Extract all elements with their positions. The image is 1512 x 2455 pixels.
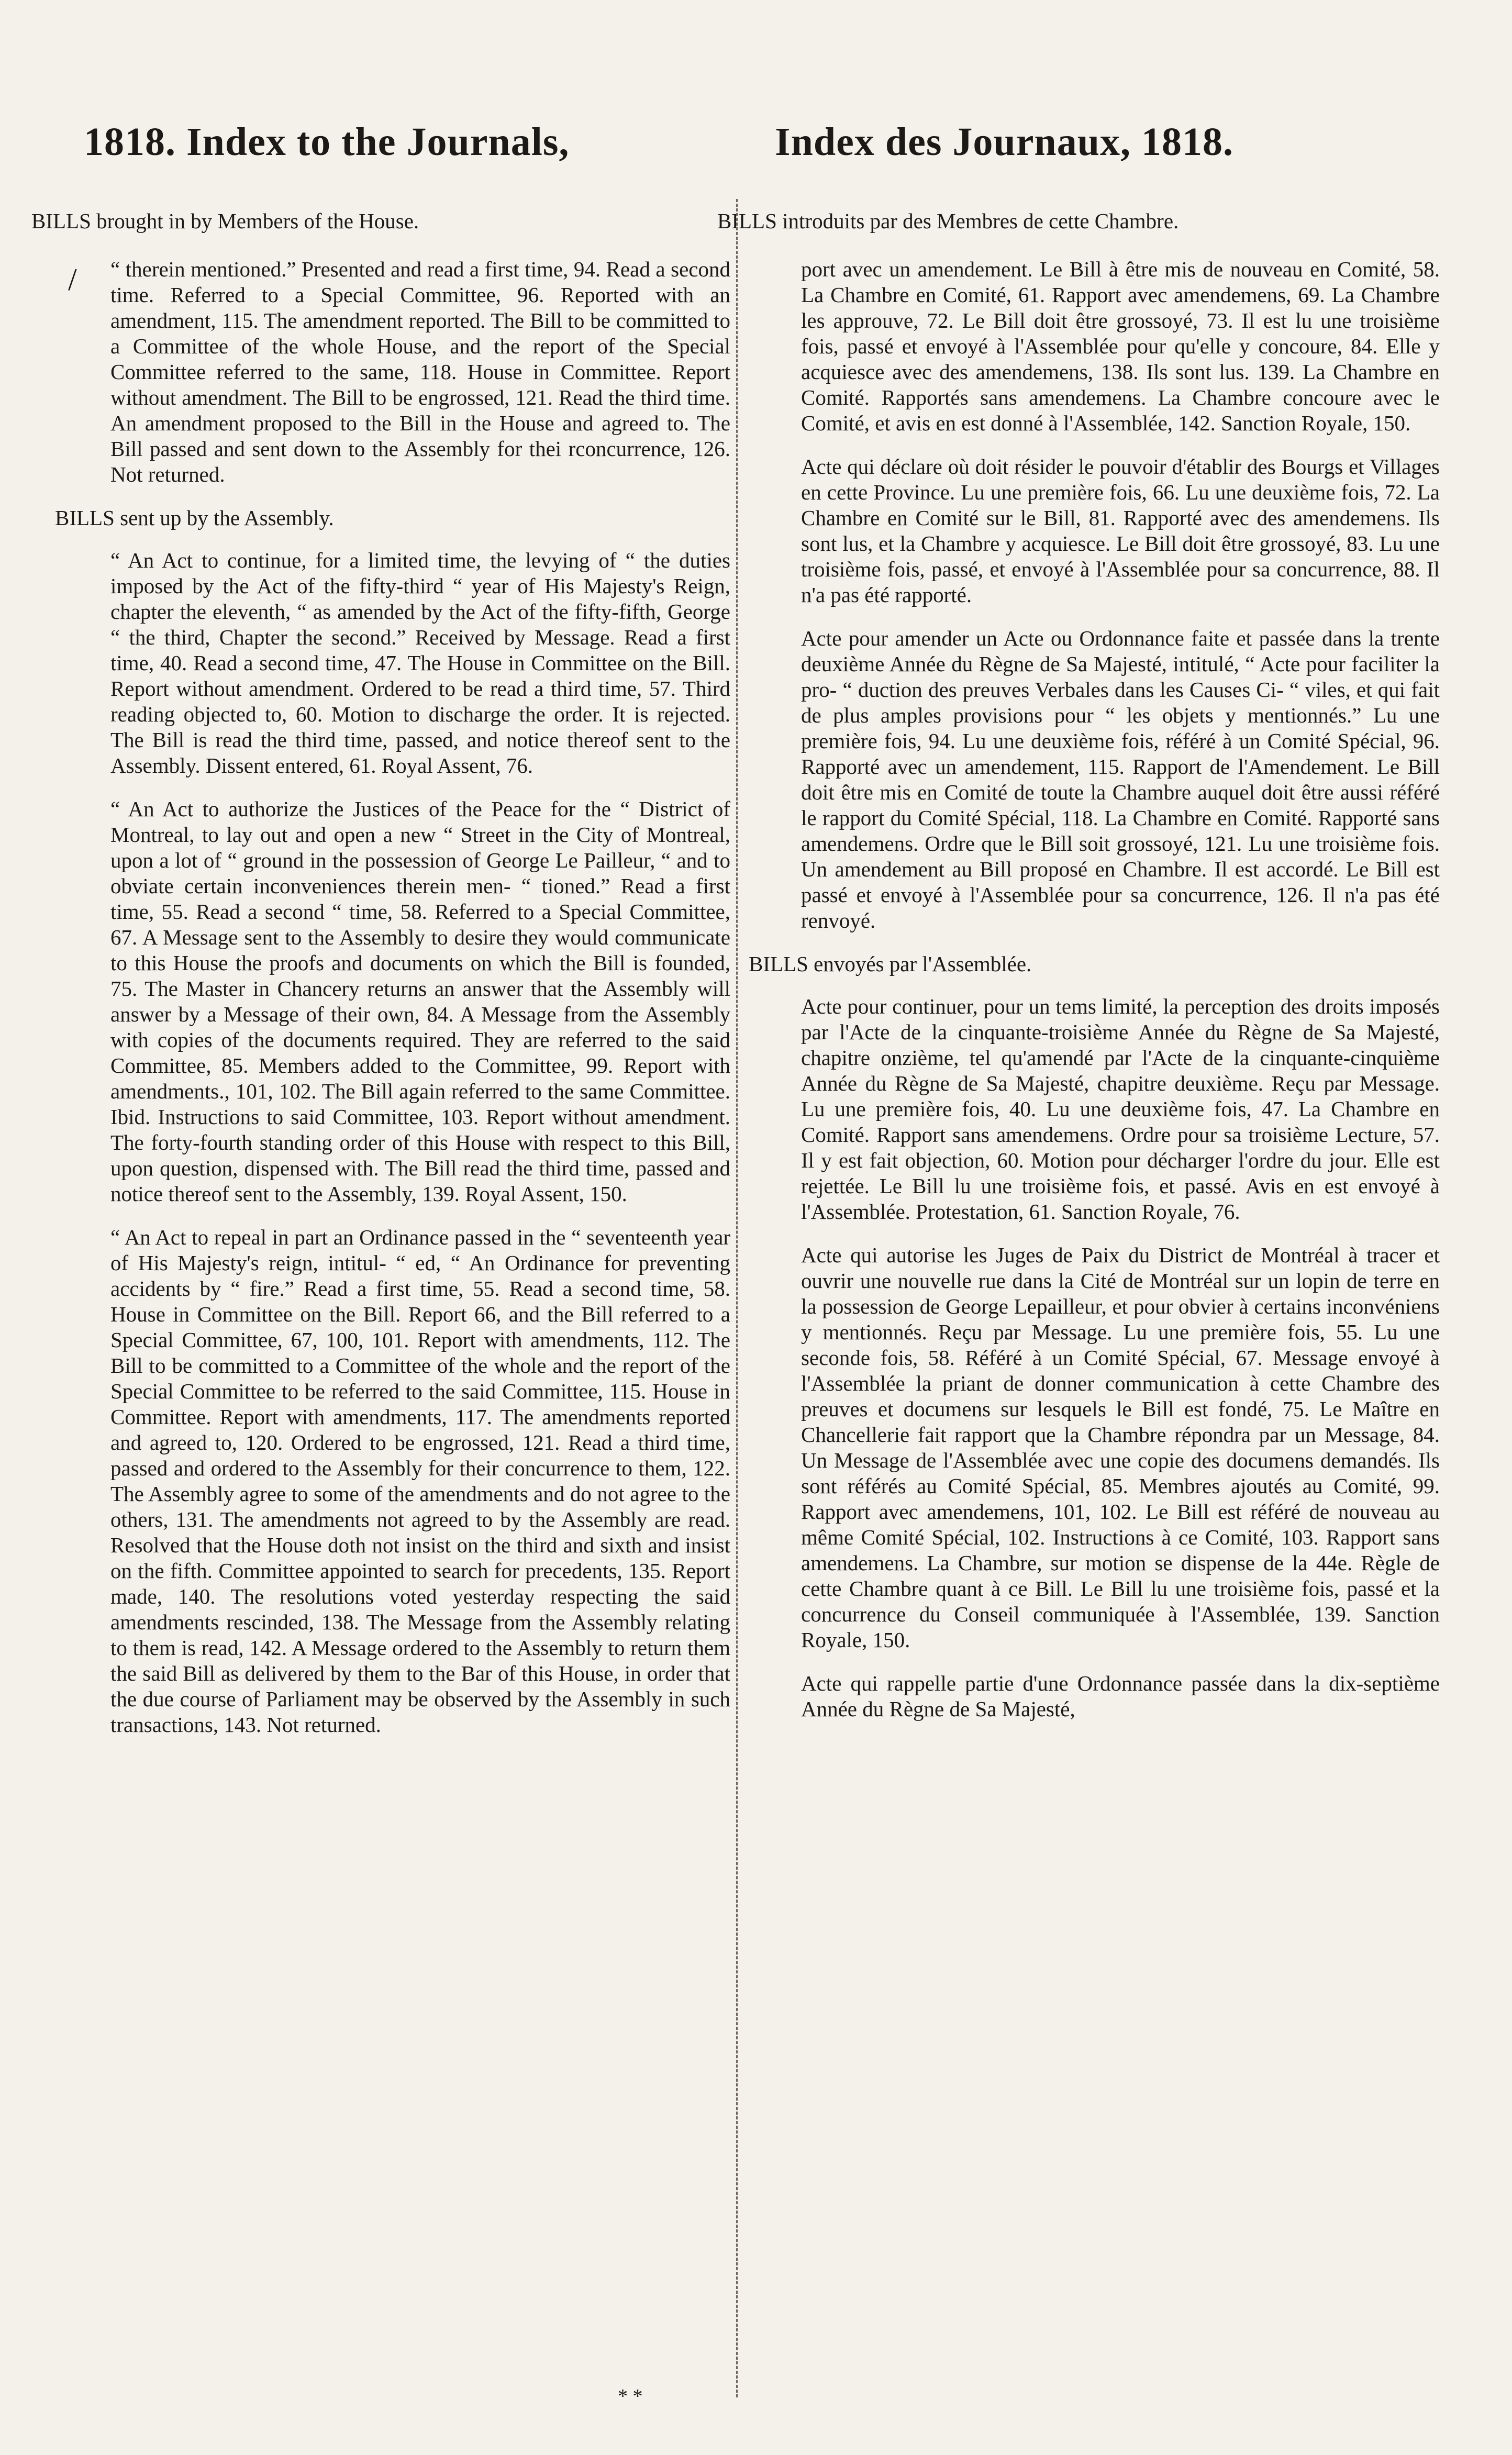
right-column-french: [749, 257, 1440, 2408]
footer-printer-mark: * *: [618, 2385, 643, 2407]
left-entry: “ An Act to continue, for a limited time, the levying of “ the duties imposed by the Act of the fifty-third “ year of His Majesty's Reign, chapter the eleventh, “ as amended by the Act of the fifty-fifth, George “ the third, Chapter the second.” Received by Message. Read a first time, 40. Read a second time, 47. The House in Committee on the Bill. Report without amendment. Ordered to be read a third time, 57. Third reading objected to, 60. Motion to discharge the order. It is rejected. The Bill is read the third time, passed, and notice thereof sent to the Assembly. Dissent entered, 61. Royal Assent, 76.: [110, 548, 730, 777]
margin-slash-mark: /: [68, 262, 77, 297]
right-entry: Acte pour continuer, pour un tems limité, la perception des droits imposés par l'Acte de la cinquante-troisième Année du Règne de Sa Majesté, chapitre onzième, tel qu'amendé par l'Acte de la cinquante-cinquième Année du Règne de Sa Majesté, chapitre deuxième. Reçu par Message. Lu une première fois, 40. Lu une deuxième fois, 47. La Chambre en Comité. Rapport sans amendemens. Ordre pour sa troisième Lecture, 57. Il y est fait objection, 60. Motion pour décharger l'ordre du jour. Elle est rejettée. Le Bill lu une troisième fois, et passé. Avis en est envoyé à l'Assemblée. Protestation, 61. Sanction Royale, 76.: [801, 994, 1440, 1224]
left-column-english: [55, 257, 730, 2408]
running-header-right: Index des Journaux, 1818.: [775, 120, 1233, 164]
right-entry: Acte pour amender un Acte ou Ordonnance faite et passée dans la trente deuxième Année du Règne de Sa Majesté, intitulé, “ Acte pour faciliter la pro- “ duction des preuves Verbales dans les Causes Ci- “ viles, et qui fait de plus amples provisions pour “ les objets y mentionnés.” Lu une première fois, 94. Lu une deuxième fois, référé à un Comité Spécial, 96. Rapporté avec un amendement, 115. Rapport de l'Amendement. Le Bill doit être mis en Comité de toute la Chambre auquel doit être aussi référé le rapport du Comité Spécial, 118. La Chambre en Comité. Rapporté sans amendemens. Ordre que le Bill soit grossoyé, 121. Lu une troisième fois. Un amendement au Bill proposé en Chambre. Il est accordé. Le Bill est passé et envoyé à l'Assemblée pour sa concurrence, 126. Il n'a pas été renvoyé.: [801, 626, 1440, 932]
left-entry: “ An Act to authorize the Justices of the Peace for the “ District of Montreal, to lay out and open a new “ Street in the City of Montreal, upon a lot of “ ground in the possession of George Le Pailleur, “ and to obviate certain inconveniences therein men- “ tioned.” Read a first time, 55. Read a second “ time, 58. Referred to a Special Committee, 67. A Message sent to the Assembly to desire they would communicate to this House the proofs and documents on which the Bill is founded, 75. The Master in Chancery returns an answer that the Assembly will answer by a Message of their own, 84. A Message from the Assembly with copies of the documents required. They are referred to the said Committee, 85. Members added to the Committee, 99. Report with amendments., 101, 102. The Bill again referred to the same Committee. Ibid. Instructions to said Committee, 103. Report without amendment. The forty-fourth standing order of this House with respect to this Bill, upon question, dispensed with. The Bill read the third time, passed and notice thereof sent to the Assembly, 139. Royal Assent, 150.: [110, 797, 730, 1206]
subheading-bills-sent-up: BILLS sent up by the Assembly.: [55, 506, 334, 530]
section-heading-right: BILLS introduits par des Membres de cette Chambre.: [717, 209, 1179, 233]
right-entry: port avec un amendement. Le Bill à être mis de nouveau en Comité, 58. La Chambre en Comité, 61. Rapport avec amendemens, 69. La Chambre les approuve, 72. Le Bill doit être grossoyé, 73. Il est lu une troisième fois, passé et envoyé à l'Assemblée pour qu'elle y concoure, 84. Elle y acquiesce avec des amendemens, 138. Ils sont lus. 139. La Chambre en Comité. Rapportés sans amendemens. La Chambre concoure avec le Comité, et avis en est donné à l'Assemblée, 142. Sanction Royale, 150.: [801, 257, 1440, 435]
column-divider: [736, 199, 738, 2397]
subheading-bills-envoyes: BILLS envoyés par l'Assemblée.: [749, 952, 1032, 976]
left-entry: “ therein mentioned.” Presented and read a first time, 94. Read a second time. Referred to a Special Committee, 96. Reported with an amendment, 115. The amendment reported. The Bill to be committed to a Committee of the whole House, and the report of the Special Committee referred to the same, 118. House in Committee. Report without amendment. The Bill to be engrossed, 121. Read the third time. An amendment proposed to the Bill in the House and agreed to. The Bill passed and sent down to the Assembly for thei rconcurrence, 126. Not returned.: [110, 257, 730, 486]
right-entry: Acte qui rappelle partie d'une Ordonnance passée dans la dix-septième Année du Règne de Sa Majesté,: [801, 1671, 1440, 1721]
running-header-left: 1818. Index to the Journals,: [84, 120, 570, 164]
section-heading-left: BILLS brought in by Members of the House.: [31, 209, 419, 233]
left-entry: “ An Act to repeal in part an Ordinance passed in the “ seventeenth year of His Majesty's reign, intitul- “ ed, “ An Ordinance for preventing accidents by “ fire.” Read a first time, 55. Read a second time, 58. House in Committee on the Bill. Report 66, and the Bill referred to a Special Committee, 67, 100, 101. Report with amendments, 112. The Bill to be committed to a Committee of the whole and the report of the Special Committee to be referred to the said Committee, 115. House in Committee. Report with amendments, 117. The amendments reported and agreed to, 120. Ordered to be engrossed, 121. Read a third time, passed and ordered to the Assembly for their concurrence to them, 122. The Assembly agree to some of the amendments and do not agree to the others, 131. The amendments not agreed to by the Assembly are read. Resolved that the House doth not insist on the third and sixth and insist on the fifth. Committee appointed to search for precedents, 135. Report made, 140. The resolutions voted yesterday respecting the said amendments rescinded, 138. The Message from the Assembly relating to them is read, 142. A Message ordered to the Assembly to return them the said Bill as delivered by them to the Bar of this House, in order that the due course of Parliament may be observed by the Assembly in such transactions, 143. Not returned.: [110, 1225, 730, 1737]
right-entry: Acte qui autorise les Juges de Paix du District de Montréal à tracer et ouvrir une nouvelle rue dans la Cité de Montréal sur un lopin de terre en la possession de George Lepailleur, et pour obvier à certains inconvéniens y mentionnés. Reçu par Message. Lu une première fois, 55. Lu une seconde fois, 58. Référé à un Comité Spécial, 67. Message envoyé à l'Assemblée la priant de donner communication à cette Chambre des preuves et documens sur lesquels le Bill est fondé, 75. Le Maître en Chancellerie fait rapport que la Chambre répondra par un Message, 84. Un Message de l'Assemblée avec une copie des documens demandés. Ils sont référés au Comité Spécial, 85. Membres ajoutés au Comité, 99. Rapport avec amendemens, 101, 102. Le Bill est référé de nouveau au même Comité Spécial, 102. Instructions à ce Comité, 103. Rapport sans amendemens. La Chambre, sur motion se dispense de la 44e. Règle de cette Chambre quant à ce Bill. Le Bill lu une troisième fois, passé et la concurrence du Conseil communiquée à l'Assemblée, 139. Sanction Royale, 150.: [801, 1243, 1440, 1652]
right-entry: Acte qui déclare où doit résider le pouvoir d'établir des Bourgs et Villages en cette Province. Lu une première fois, 66. Lu une deuxième fois, 72. La Chambre en Comité sur le Bill, 81. Rapporté avec des amendemens. Ils sont lus, et la Chambre y acquiesce. Le Bill doit être grossoyé, 83. Lu une troisième fois, passé, et envoyé à l'Assemblée pour sa concurrence, 88. Il n'a pas été rapporté.: [801, 454, 1440, 607]
